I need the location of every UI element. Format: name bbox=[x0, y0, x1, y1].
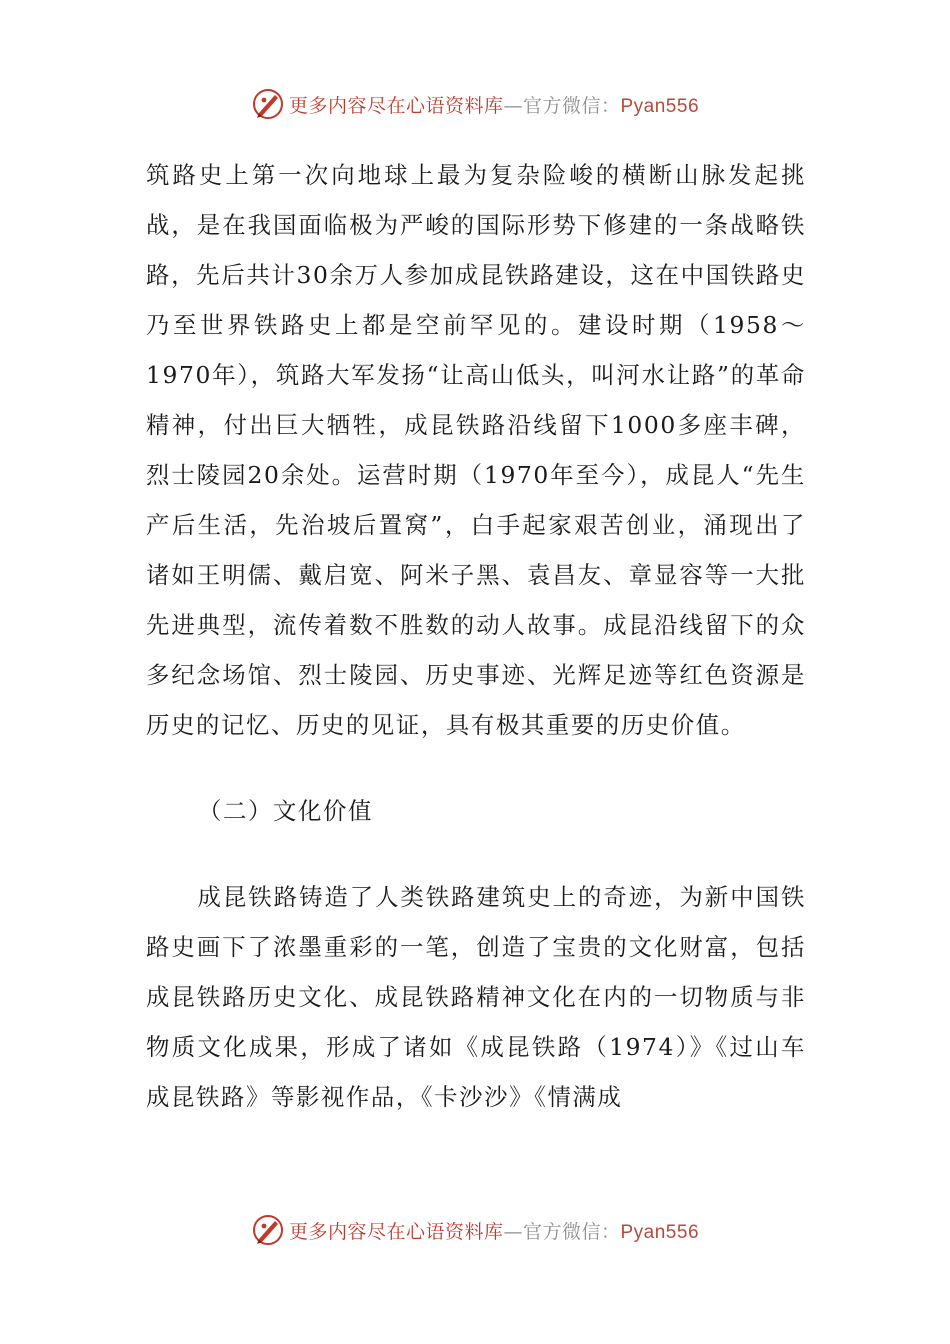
watermark-dash: — bbox=[503, 1220, 523, 1243]
watermark-suffix: 官方微信： bbox=[522, 1220, 621, 1243]
watermark-footer bbox=[0, 1210, 950, 1250]
paragraph-culture: 成昆铁路铸造了人类铁路建筑史上的奇迹，为新中国铁路史画下了浓墨重彩的一笔，创造了宝贵的文化财富，包括成昆铁路历史文化、成昆铁路精神文化在内的一切物质与非物质文化成果，形成了诸如《成昆铁路（1974）》《过山车成昆铁路》等影视作品，《卡沙沙》《情满成 bbox=[146, 883, 806, 1111]
spacer bbox=[146, 750, 806, 786]
pen-logo-icon bbox=[251, 1213, 285, 1247]
watermark-prefix: 更多内容尽在心语资料库 bbox=[288, 94, 504, 117]
watermark-suffix: 官方微信： bbox=[522, 94, 621, 117]
pen-logo-icon bbox=[251, 87, 285, 121]
paragraph-history: 筑路史上第一次向地球上最为复杂险峻的横断山脉发起挑战，是在我国面临极为严峻的国际形势下修建的一条战略铁路，先后共计30余万人参加成昆铁路建设，这在中国铁路史乃至世界铁路史上都是空前罕见的。建设时期（1958～1970年），筑路大军发扬“让高山低头，叫河水让路”的革命精神，付出巨大牺牲，成昆铁路沿线留下1000多座丰碑，烈士陵园20余处。运营时期（1970年至今），成昆人“先生产后生活，先治坡后置窝”，白手起家艰苦创业，涌现出了诸如王明儒、戴启宽、阿米子黑、袁昌友、章显容等一大批先进典型，流传着数不胜数的动人故事。成昆沿线留下的众多纪念场馆、烈士陵园、历史事迹、光辉足迹等红色资源是历史的记忆、历史的见证，具有极其重要的历史价值。 bbox=[146, 161, 806, 739]
watermark-dash: — bbox=[503, 94, 523, 117]
watermark-id: Pyan556 bbox=[620, 95, 700, 117]
document-body bbox=[146, 150, 806, 1122]
watermark-header bbox=[0, 84, 950, 124]
watermark-id: Pyan556 bbox=[620, 1221, 700, 1243]
watermark-prefix: 更多内容尽在心语资料库 bbox=[288, 1220, 504, 1243]
spacer bbox=[146, 836, 806, 872]
section-heading: （二）文化价值 bbox=[198, 797, 373, 825]
